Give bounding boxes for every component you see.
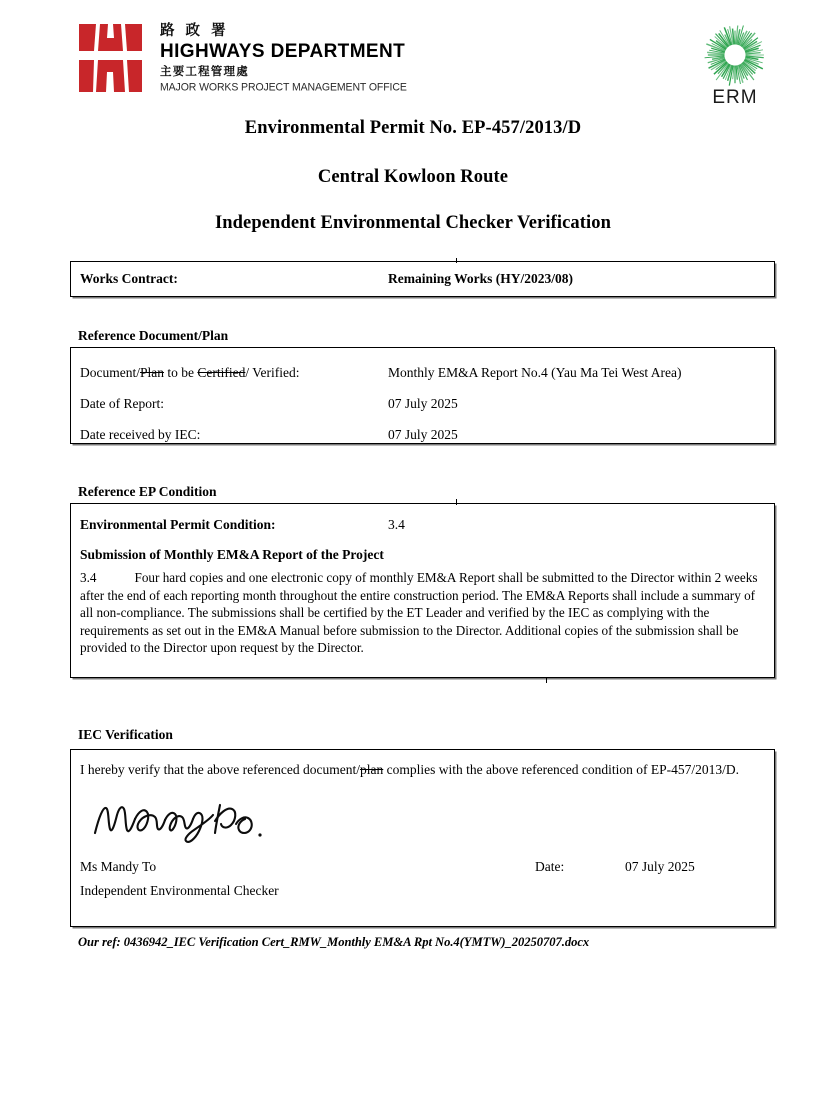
iec-signatory-name: Ms Mandy To (80, 859, 157, 874)
statement-suffix: complies with the above referenced condition of EP-457/2013/D. (383, 762, 740, 777)
reference-document-heading: Reference Document/Plan (78, 328, 229, 343)
date-received-row (71, 419, 774, 450)
hd-english-office: MAJOR WORKS PROJECT MANAGEMENT OFFICE (160, 80, 407, 94)
hd-chinese-office: 主要工程管理處 (160, 64, 249, 79)
ep-condition-box (70, 503, 775, 678)
project-name-title: Central Kowloon Route (317, 167, 509, 187)
iec-verification-statement (71, 760, 774, 779)
document-header (0, 16, 826, 112)
iec-date-value: 07 July 2025 (625, 859, 695, 874)
footer-reference: Our ref: 0436942_IEC Verification Cert_RMW_Monthly EM&A Rpt No.4(YMTW)_20250707.docx (78, 935, 590, 949)
works-contract-row (71, 262, 774, 296)
label-prefix: Document/ (80, 365, 140, 380)
reference-document-box (70, 347, 775, 444)
document-to-verify-label (71, 357, 388, 388)
document-to-verify-row (71, 357, 774, 388)
signature-area (71, 791, 774, 855)
iec-signatory-role: Independent Environmental Checker (80, 883, 279, 898)
permit-number-title: Environmental Permit No. EP-457/2013/D (244, 118, 582, 138)
label-struck-plan: Plan (140, 365, 165, 380)
erm-logo (690, 24, 780, 109)
date-of-report-row (71, 388, 774, 419)
date-of-report-value: 07 July 2025 (388, 396, 458, 411)
label-mid: to be (164, 365, 198, 380)
hd-chinese-name: 路 政 署 (160, 23, 229, 39)
column-tick-mark-top (456, 499, 457, 505)
paragraph-number: 3.4 (80, 570, 97, 585)
highways-department-logo-icon (78, 22, 144, 94)
hd-english-name: HIGHWAYS DEPARTMENT (160, 40, 406, 62)
erm-wordmark: ERM (712, 87, 758, 108)
iec-signatory-row (71, 855, 774, 879)
permit-condition-number: 3.4 (388, 517, 405, 532)
permit-condition-label: Environmental Permit Condition: (80, 517, 276, 532)
works-contract-label: Works Contract: (80, 271, 178, 286)
works-contract-value: Remaining Works (HY/2023/08) (388, 271, 574, 286)
works-contract-box (70, 261, 775, 297)
statement-struck-plan: plan (360, 762, 384, 777)
iec-date-label: Date: (535, 859, 565, 874)
date-received-value: 07 July 2025 (388, 427, 458, 442)
document-to-verify-value: Monthly EM&A Report No.4 (Yau Ma Tei West Area) (388, 365, 682, 380)
handwritten-signature-icon (89, 791, 299, 847)
ep-condition-heading: Reference EP Condition (78, 484, 217, 499)
highways-department-logo (78, 22, 407, 94)
document-type-title: Independent Environmental Checker Verification (214, 213, 612, 233)
iec-verification-heading: IEC Verification (78, 727, 173, 742)
date-of-report-label: Date of Report: (80, 396, 164, 411)
ep-condition-paragraph (71, 569, 774, 657)
ep-condition-subtitle: Submission of Monthly EM&A Report of the Project (80, 547, 384, 562)
label-suffix: / Verified: (245, 365, 300, 380)
iec-verification-box (70, 749, 775, 927)
date-received-label: Date received by IEC: (80, 427, 201, 442)
column-tick-mark-bottom (546, 677, 547, 683)
erm-sunburst-logo-icon (704, 24, 766, 86)
label-struck-certified: Certified (197, 365, 246, 380)
paragraph-text: Four hard copies and one electronic copy of monthly EM&A Report shall be submitted to the Director within 2 weeks after the end of each reporting month throughout the entire construction period. The EM&A Reports shall include a summary of all non-compliance. The submissions shall be certified by the ET Leader and verified by the IEC as complying with the requirements as set out in the EM&A Manual before submission to the Director. Additional copies of the submission shall be provided to the Director upon request by the Director. (80, 570, 758, 656)
statement-prefix: I hereby verify that the above referenced document/ (80, 762, 360, 777)
permit-condition-row (71, 510, 774, 540)
